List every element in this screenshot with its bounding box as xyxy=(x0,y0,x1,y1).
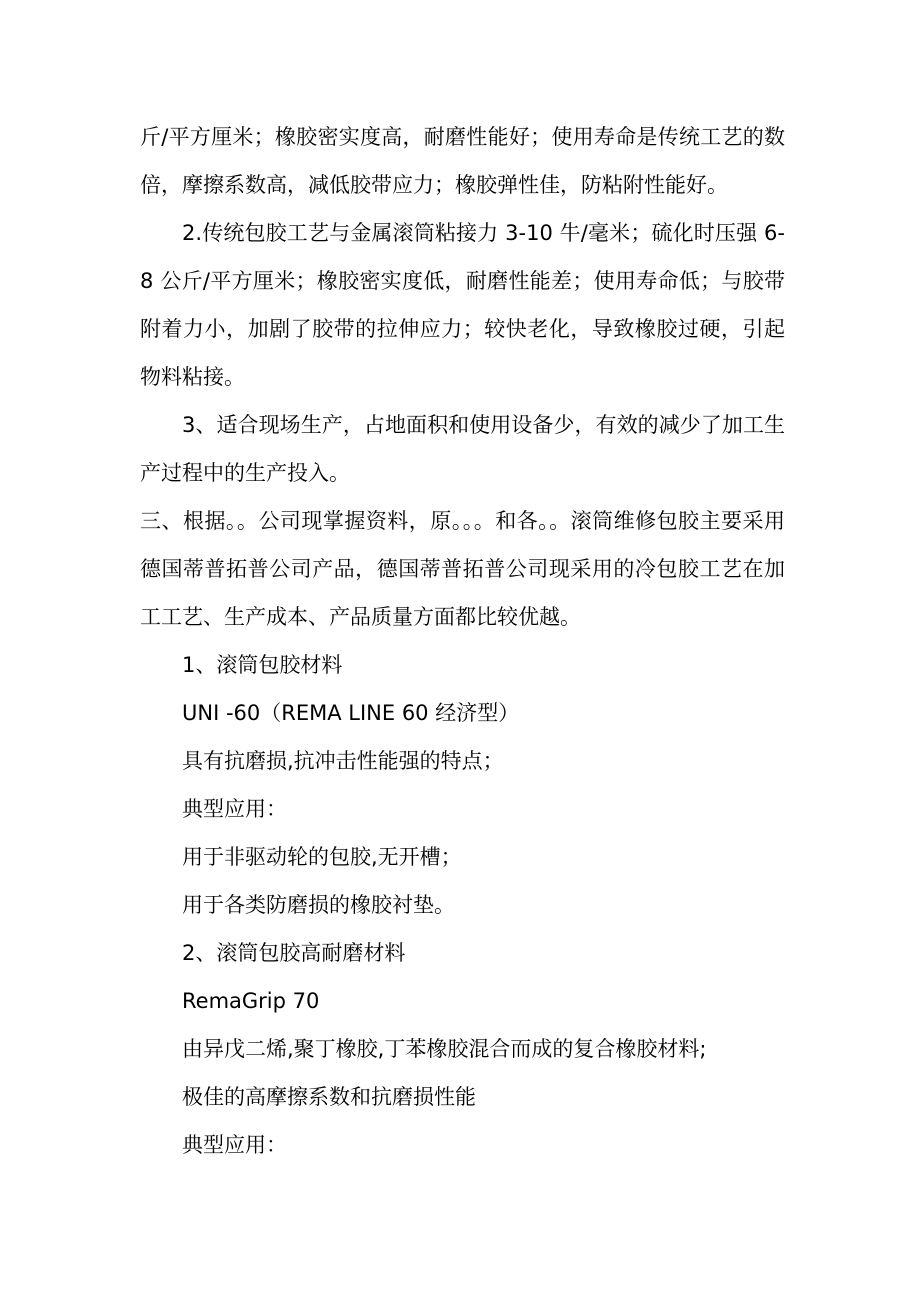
feature-line: 具有抗磨损,抗冲击性能强的特点； xyxy=(182,749,504,773)
composition-line: 由异戊二烯,聚丁橡胶,丁苯橡胶混合而成的复合橡胶材料; xyxy=(182,1037,707,1061)
paragraph-section-three: 三、根据。。公司现掌握资料，原。。。和各。。滚筒维修包胶主要采用德国蒂普拓普公司产品，德国蒂普拓普公司现采用的冷包胶工艺在加工工艺、生产成本、产品质量方面都比较优越。 xyxy=(140,509,785,629)
product-remagrip-70: RemaGrip 70 xyxy=(182,989,320,1013)
typical-application-label: 典型应用： xyxy=(182,797,287,821)
application-line: 用于各类防磨损的橡胶衬垫。 xyxy=(182,893,455,917)
typical-application-label: 典型应用： xyxy=(182,1133,287,1157)
heading-high-wear-material: 2、滚筒包胶高耐磨材料 xyxy=(182,941,406,965)
paragraph-traditional-process: 2.传统包胶工艺与金属滚筒粘接力 3-10 牛/毫米；硫化时压强 6-8 公斤/平方厘米；橡胶密实度低，耐磨性能差；使用寿命低；与胶带附着力小，加剧了胶带的拉伸应力；较快老化，导致橡胶过硬，引起物料粘接。 xyxy=(140,221,785,389)
paragraph-rubber-advantages: 斤/平方厘米；橡胶密实度高，耐磨性能好；使用寿命是传统工艺的数倍，摩擦系数高，减低胶带应力；橡胶弹性佳，防粘附性能好。 xyxy=(140,125,785,197)
paragraph-onsite-production: 3、适合现场生产，占地面积和使用设备少，有效的减少了加工生产过程中的生产投入。 xyxy=(140,413,785,485)
application-line: 用于非驱动轮的包胶,无开槽； xyxy=(182,845,462,869)
product-uni-60: UNI -60（REMA LINE 60 经济型） xyxy=(182,701,520,725)
feature-line: 极佳的高摩擦系数和抗磨损性能 xyxy=(182,1085,476,1109)
document-page xyxy=(140,113,785,1169)
heading-lagging-material: 1、滚筒包胶材料 xyxy=(182,653,343,677)
